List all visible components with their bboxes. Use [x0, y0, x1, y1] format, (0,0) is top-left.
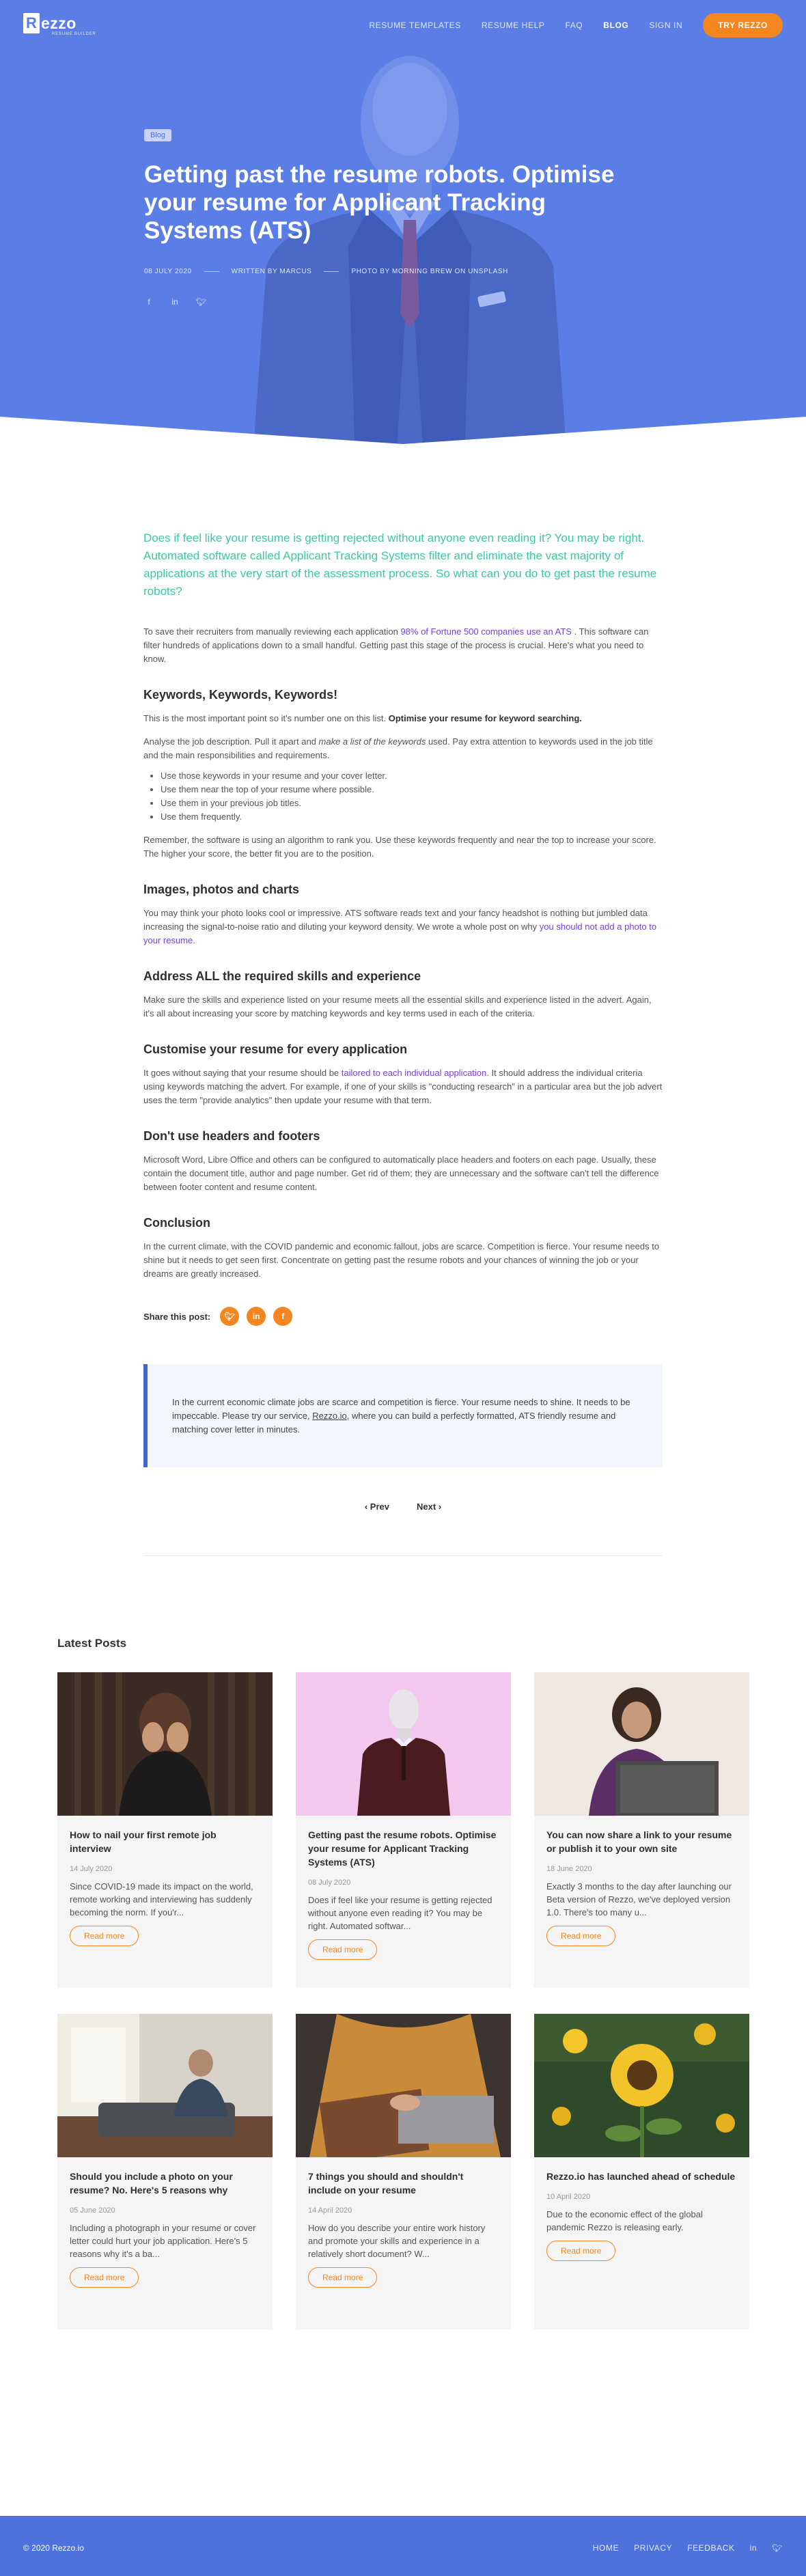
post-date: 10 April 2020: [546, 2193, 591, 2201]
post-image: [57, 2014, 273, 2157]
heading-keywords: Keywords, Keywords, Keywords!: [143, 688, 338, 702]
article-author: WRITTEN BY MARCUS: [231, 268, 312, 275]
post-image: [534, 2014, 749, 2157]
post-image: [57, 1672, 273, 1816]
footer-navigation: [578, 2543, 783, 2553]
post-date: 18 June 2020: [546, 1865, 592, 1873]
article-date: 08 JULY 2020: [144, 268, 192, 275]
footer-feedback-link[interactable]: FEEDBACK: [687, 2543, 735, 2553]
read-more-button[interactable]: Read more: [308, 1939, 377, 1960]
post-title[interactable]: 7 things you should and shouldn't include on your resume: [308, 2171, 464, 2196]
rezzo-logo[interactable]: [23, 12, 96, 36]
post-excerpt: Does if feel like your resume is getting rejected without anyone even reading it? You may be right. Automated softwar...: [308, 1895, 492, 1931]
linkedin-icon[interactable]: in: [749, 2543, 758, 2553]
promo-callout: In the current economic climate jobs are scarce and competition is fierce. Your resume needs to shine. It needs to be impeccable. Please try our service, Rezzo.io, where you can build a perfectly formatted, ATS friendly resume and matching cover letter in minutes.: [143, 1364, 663, 1467]
nav-resume-help[interactable]: RESUME HELP: [481, 20, 545, 30]
latest-posts-title: Latest Posts: [57, 1637, 127, 1650]
article-intro: Does if feel like your resume is getting rejected without anyone even reading it? You may be right. Automated software called Applicant Tracking Systems filter and eliminate the vast majority of applications at the very start of the assessment process. So what can you do to get past the resume robots?: [143, 531, 657, 598]
top-navigation: [0, 0, 806, 44]
post-title[interactable]: You can now share a link to your resume or publish it to your own site: [546, 1829, 732, 1854]
post-title[interactable]: Getting past the resume robots. Optimise your resume for Applicant Tracking Systems (ATS): [308, 1829, 497, 1868]
share-linkedin-icon[interactable]: in: [247, 1307, 266, 1326]
nav-resume-templates[interactable]: RESUME TEMPLATES: [369, 20, 461, 30]
meta-separator: [324, 271, 339, 272]
post-excerpt: Since COVID-19 made its impact on the world, remote working and interviewing has suddenly becoming the norm. If you'r...: [70, 1881, 253, 1917]
keyword-tips-list: [161, 769, 663, 824]
post-excerpt: Due to the economic effect of the global pandemic Rezzo is releasing early.: [546, 2209, 703, 2232]
post-excerpt: Including a photograph in your resume or cover letter could hurt your job application. Here's 5 reasons why it's a ba...: [70, 2223, 256, 2259]
article-meta: [144, 268, 663, 275]
post-title[interactable]: Should you include a photo on your resume? No. Here's 5 reasons why: [70, 2171, 233, 2196]
nav-blog[interactable]: BLOG: [603, 20, 629, 30]
post-excerpt: How do you describe your entire work history and promote your skills and experience in a relatively short document? W...: [308, 2223, 486, 2259]
copyright: © 2020 Rezzo.io: [23, 2543, 84, 2553]
fortune-500-link[interactable]: 98% of Fortune 500 companies use an ATS: [400, 626, 572, 637]
nav-faq[interactable]: FAQ: [565, 20, 583, 30]
linkedin-icon[interactable]: in: [171, 297, 178, 307]
hero-wave-divider: [0, 417, 806, 444]
article-body: [143, 444, 663, 1556]
chevron-left-icon: ‹: [364, 1501, 368, 1512]
post-card[interactable]: [57, 1672, 273, 1988]
post-date: 14 April 2020: [308, 2206, 352, 2215]
list-item: • Use them in your previous job titles.: [161, 797, 663, 810]
chevron-right-icon: ›: [438, 1501, 442, 1512]
post-date: 05 June 2020: [70, 2206, 115, 2215]
paragraph: It goes without saying that your resume should be tailored to each individual application. It should address the individual criteria using keywords matching the advert. For example, if one of your skills is "conducting research" in a particular area but the job advert uses the term "provide analytics" then update your resume with that term.: [143, 1068, 663, 1105]
prev-post-button[interactable]: ‹ Prev: [364, 1501, 389, 1512]
post-card[interactable]: [534, 1672, 749, 1988]
meta-separator: [204, 271, 219, 272]
post-date: 08 July 2020: [308, 1879, 351, 1887]
post-card[interactable]: [57, 2014, 273, 2329]
hero-content: [144, 128, 663, 307]
latest-posts: [0, 1556, 806, 2329]
list-item: • Use them near the top of your resume where possible.: [161, 783, 663, 797]
share-facebook-icon[interactable]: f: [273, 1307, 292, 1326]
post-date: 14 July 2020: [70, 1865, 113, 1873]
share-bar: [143, 1307, 663, 1326]
nav-menu: [348, 13, 783, 38]
read-more-button[interactable]: Read more: [308, 2267, 377, 2288]
share-twitter-icon[interactable]: 🐦︎: [220, 1307, 239, 1326]
post-image: [296, 1672, 511, 1816]
paragraph: Remember, the software is using an algorithm to rank you. Use these keywords frequently and near the top to increase your score. The higher your score, the better fit you are to the position.: [143, 835, 656, 859]
category-tag[interactable]: Blog: [144, 129, 171, 141]
no-photo-post-link[interactable]: you should not add a photo to your resume: [143, 922, 657, 945]
heading-skills: Address ALL the required skills and experience: [143, 969, 421, 983]
share-label: Share this post:: [143, 1311, 211, 1322]
heading-conclusion: Conclusion: [143, 1216, 210, 1230]
article-title: Getting past the resume robots. Optimise your resume for Applicant Tracking Systems (ATS): [144, 161, 615, 244]
post-card[interactable]: [534, 2014, 749, 2329]
site-footer: [0, 2516, 806, 2576]
paragraph: This is the most important point so it's number one on this list. Optimise your resume for keyword searching.: [143, 713, 582, 723]
hero-banner: [0, 0, 806, 444]
read-more-button[interactable]: Read more: [70, 1926, 139, 1946]
post-card[interactable]: [296, 2014, 511, 2329]
next-post-button[interactable]: Next ›: [417, 1501, 442, 1512]
twitter-icon[interactable]: 🐦︎: [196, 297, 207, 307]
heading-customise: Customise your resume for every application: [143, 1042, 408, 1056]
paragraph: To save their recruiters from manually reviewing each application 98% of Fortune 500 companies use an ATS . This software can filter hundreds of applications down to a small handful. Getting past this stage of the process is crucial. Here's what you need to know.: [143, 626, 649, 664]
footer-home-link[interactable]: HOME: [592, 2543, 620, 2553]
facebook-icon[interactable]: f: [148, 297, 150, 307]
post-image: [296, 2014, 511, 2157]
post-pagination: [143, 1501, 663, 1512]
paragraph: Analyse the job description. Pull it apart and make a list of the keywords used. Pay extra attention to keywords used in the job title and the main responsibilities and requirements.: [143, 736, 653, 760]
post-grid: [57, 1672, 749, 2329]
paragraph: You may think your photo looks cool or impressive. ATS software reads text and your fancy headshot is nothing but jumbled data increasing the signal-to-noise ratio and diluting your keyword density. We wrote a whole post on why you should not add a photo to your resume.: [143, 908, 657, 945]
nav-sign-in[interactable]: SIGN IN: [649, 20, 683, 30]
logo-mark: R: [23, 13, 40, 33]
tailored-resume-link[interactable]: tailored to each individual application: [341, 1068, 487, 1078]
list-item: • Use them frequently.: [161, 810, 663, 824]
post-image: [534, 1672, 749, 1816]
read-more-button[interactable]: Read more: [546, 2241, 615, 2261]
footer-privacy-link[interactable]: PRIVACY: [634, 2543, 673, 2553]
rezzo-link[interactable]: Rezzo.io: [312, 1411, 347, 1421]
post-title[interactable]: Rezzo.io has launched ahead of schedule: [546, 2171, 736, 2182]
list-item: • Use those keywords in your resume and your cover letter.: [161, 769, 663, 783]
logo-wordmark: ezzo: [41, 14, 77, 32]
photo-credit: PHOTO BY MORNING BREW ON UNSPLASH: [351, 268, 508, 275]
twitter-icon[interactable]: 🐦︎: [772, 2543, 783, 2553]
heading-headers-footers: Don't use headers and footers: [143, 1129, 320, 1143]
post-excerpt: Exactly 3 months to the day after launching our Beta version of Rezzo, we've deployed version 1.0. There's too many u...: [546, 1881, 732, 1917]
logo-tagline: RESUME BUILDER: [52, 32, 96, 36]
post-card[interactable]: [296, 1672, 511, 1988]
read-more-button[interactable]: Read more: [70, 2267, 139, 2288]
post-title[interactable]: How to nail your first remote job interview: [70, 1829, 217, 1854]
paragraph: Microsoft Word, Libre Office and others can be configured to automatically place headers and footers on each page. Usually, these contain the document title, author and page number. Get rid of them; they are unnecessary and the software can't tell the difference between footer content and resume content.: [143, 1154, 659, 1192]
paragraph: In the current climate, with the COVID pandemic and economic fallout, jobs are scarce. Competition is fierce. Your resume needs to shine but it needs to get seen first. Concentrate on getting past the resume robots and your chances of winning the job or your dreams are greatly increased.: [143, 1241, 660, 1279]
hero-social-links: [144, 297, 663, 307]
paragraph: Make sure the skills and experience listed on your resume meets all the essential skills and experience listed in the advert. Again, it's all about increasing your score by matching keywords and key terms used in each of the criteria.: [143, 995, 652, 1019]
heading-images: Images, photos and charts: [143, 883, 300, 896]
try-rezzo-button[interactable]: TRY REZZO: [703, 13, 783, 38]
read-more-button[interactable]: Read more: [546, 1926, 615, 1946]
